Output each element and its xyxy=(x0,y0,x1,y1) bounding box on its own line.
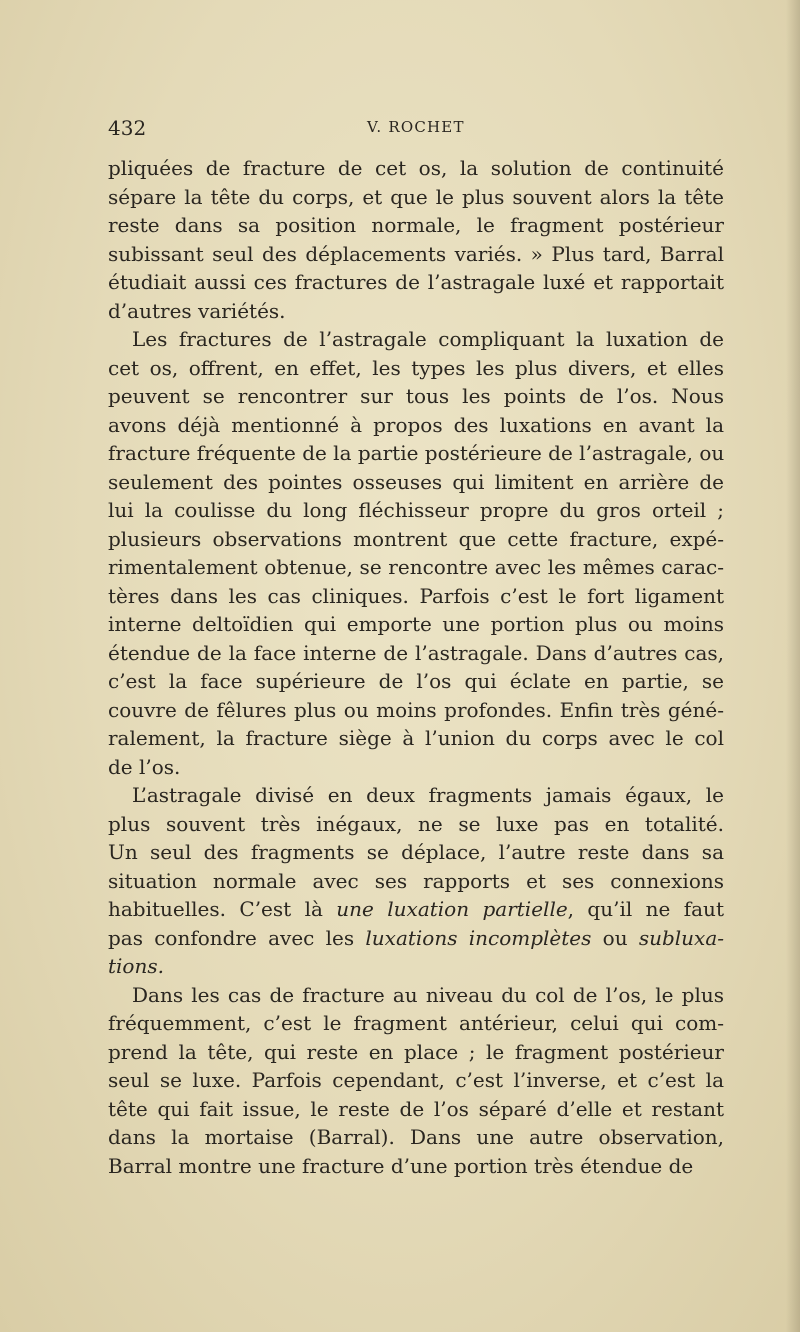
text-line: plus souvent très inégaux, ne se luxe pas en totalité. xyxy=(108,811,724,836)
text-line: fréquemment, c’est le fragment antérieur, celui qui com- xyxy=(108,1011,724,1035)
text-line: c’est la face supérieure de l’os qui éclate en partie, se xyxy=(108,669,724,693)
text-line: tères dans les cas cliniques. Parfois c’est le fort ligament xyxy=(108,583,724,608)
paragraph xyxy=(108,325,724,781)
text-line: Dans les cas de fracture au niveau du col de l’os, le plus xyxy=(132,982,724,1007)
paragraph xyxy=(108,981,724,1181)
text-line: Barral montre une fracture d’une portion très étendue de xyxy=(108,1153,694,1178)
text-line: de l’os. xyxy=(108,754,181,779)
italic-phrase: tions. xyxy=(108,954,164,978)
text-line: avons déjà mentionné à propos des luxations en avant la xyxy=(108,412,724,437)
text-line: couvre de fêlures plus ou moins profondes. Enfin très géné- xyxy=(108,697,724,722)
text-line: lui la coulisse du long fléchisseur propre du gros orteil ; xyxy=(108,498,724,522)
text-line: reste dans sa position normale, le fragment postérieur xyxy=(108,213,724,237)
text-line: prend la tête, qui reste en place ; le fragment postérieur xyxy=(108,1039,724,1064)
text-line: rimentalement obtenue, se rencontre avec les mêmes carac- xyxy=(108,555,724,579)
italic-phrase: une luxation partielle xyxy=(336,897,568,921)
text-line: d’autres variétés. xyxy=(108,298,286,323)
text-line: pas confondre avec les luxations incomplètes ou subluxa- xyxy=(108,925,725,950)
body-text xyxy=(108,154,724,1180)
text-line: seul se luxe. Parfois cependant, c’est l’inverse, et c’est la xyxy=(108,1068,724,1092)
text-line: seulement des pointes osseuses qui limitent en arrière de xyxy=(108,469,724,494)
page-number: 432 xyxy=(108,116,147,140)
text-line: habituelles. C’est là une luxation partielle, qu’il ne faut xyxy=(108,897,724,921)
running-head xyxy=(108,116,724,140)
text-line: Les fractures de l’astragale compliquant la luxation de xyxy=(132,327,724,351)
text-line: sépare la tête du corps, et que le plus souvent alors la tête xyxy=(108,184,724,209)
paragraph xyxy=(108,781,724,981)
text-line: subissant seul des déplacements variés. » Plus tard, Barral xyxy=(108,241,724,266)
text-line: plusieurs observations montrent que cette fracture, expé- xyxy=(108,526,724,551)
text-line: ralement, la fracture siège à l’union du corps avec le col xyxy=(108,726,724,750)
page-edge-shadow xyxy=(786,0,800,1332)
text-line: dans la mortaise (Barral). Dans une autre observation, xyxy=(108,1125,724,1149)
text-line: interne deltoïdien qui emporte une portion plus ou moins xyxy=(108,612,724,636)
text-line xyxy=(108,952,724,981)
text-line: étudiait aussi ces fractures de l’astragale luxé et rapportait xyxy=(108,270,724,294)
text-line: fracture fréquente de la partie postérieure de l’astragale, ou xyxy=(108,441,725,465)
text-line: pliquées de fracture de cet os, la solution de continuité xyxy=(108,156,724,180)
running-head-author: V. ROCHET xyxy=(367,118,465,136)
text-line: situation normale avec ses rapports et ses connexions xyxy=(108,868,724,893)
text-line: L’astragale divisé en deux fragments jamais égaux, le xyxy=(132,783,724,807)
text-line: tête qui fait issue, le reste de l’os séparé d’elle et restant xyxy=(108,1096,724,1121)
text-line: peuvent se rencontrer sur tous les points de l’os. Nous xyxy=(108,384,724,408)
text-line: étendue de la face interne de l’astragale. Dans d’autres cas, xyxy=(108,640,724,665)
paragraph xyxy=(108,154,724,325)
italic-phrase: subluxa- xyxy=(638,925,725,950)
italic-phrase: luxations incomplètes xyxy=(365,925,592,950)
text-line: Un seul des fragments se déplace, l’autre reste dans sa xyxy=(108,840,724,864)
text-line: cet os, offrent, en effet, les types les plus divers, et elles xyxy=(108,355,724,380)
